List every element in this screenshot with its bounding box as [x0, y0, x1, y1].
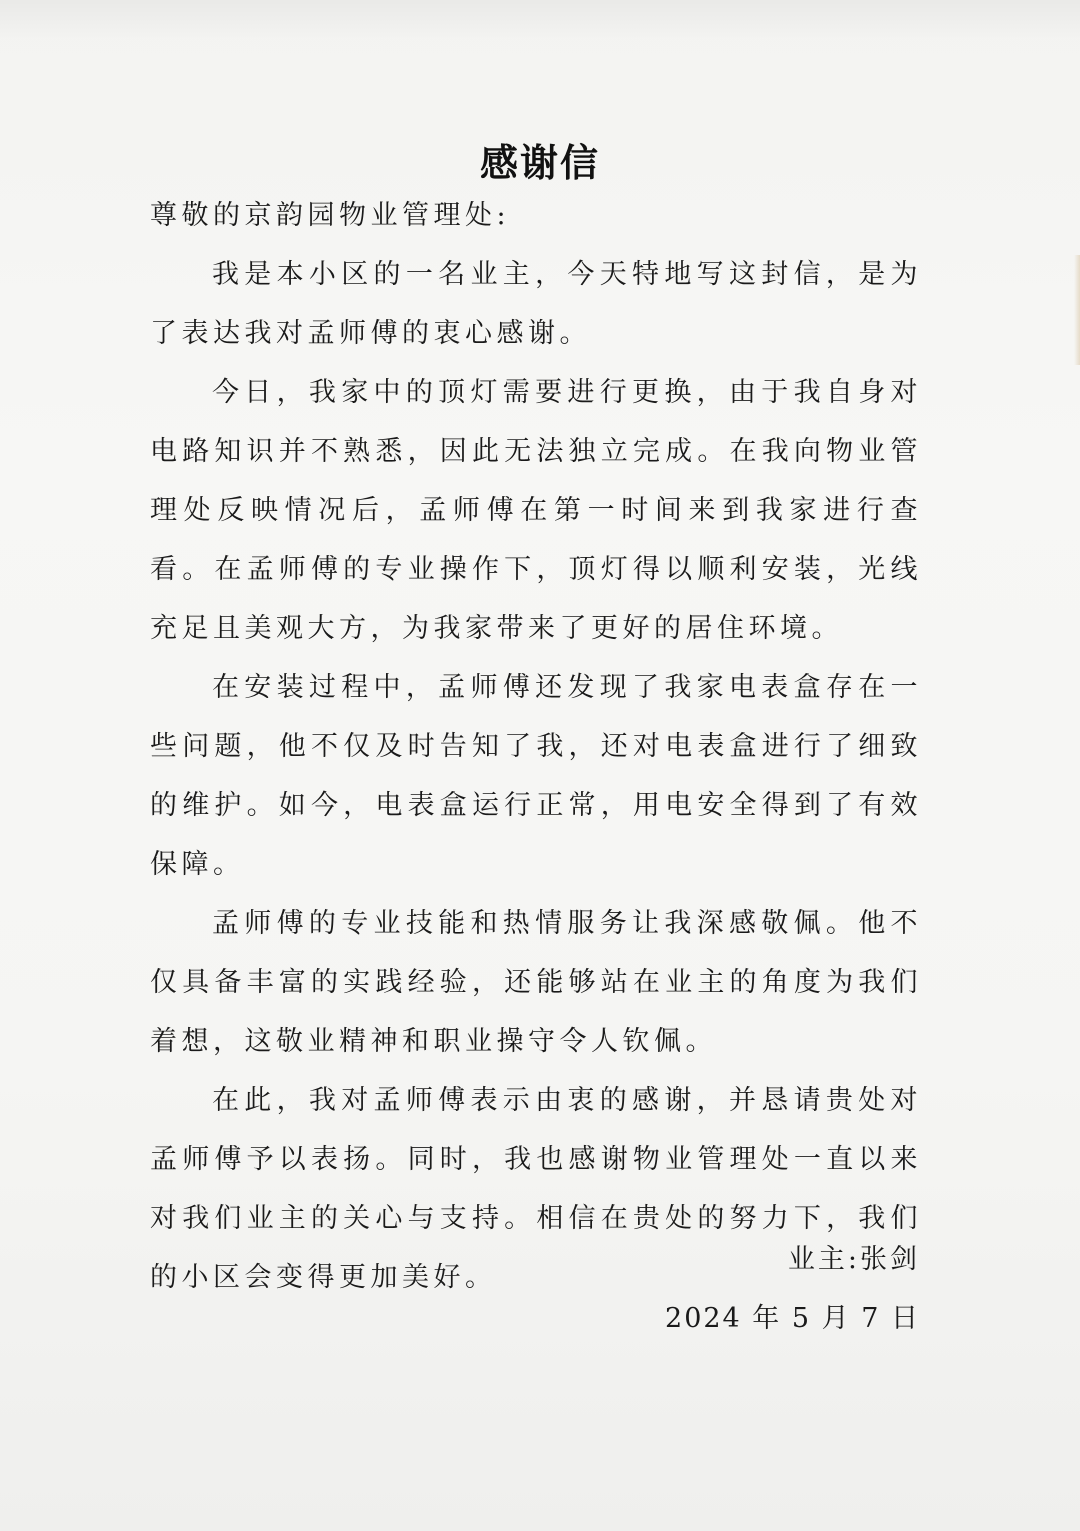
paragraph-3: 在安装过程中，孟师傅还发现了我家电表盒存在一些问题，他不仅及时告知了我，还对电表盒进行了细致的维护。如今，电表盒运行正常，用电安全得到了有效保障。	[150, 672, 922, 880]
paragraph-2: 今日，我家中的顶灯需要进行更换，由于我自身对电路知识并不熟悉，因此无法独立完成。在我向物业管理处反映情况后，孟师傅在第一时间来到我家进行查看。在孟师傅的专业操作下，顶灯得以顺利安装，光线充足且美观大方，为我家带来了更好的居住环境。	[150, 377, 922, 644]
paragraph-1: 我是本小区的一名业主，今天特地写这封信，是为了表达我对孟师傅的衷心感谢。	[150, 259, 922, 349]
paragraph-5: 在此，我对孟师傅表示由衷的感谢，并恳请贵处对孟师傅予以表扬。同时，我也感谢物业管理处一直以来对我们业主的关心与支持。相信在贵处的努力下，我们的小区会变得更加美好。	[150, 1085, 922, 1293]
letter-title: 感谢信	[479, 141, 600, 185]
letter-body	[150, 186, 922, 1307]
scan-shadow-top	[0, 0, 1080, 40]
letter-date: 2024 年 5 月 7 日	[665, 1303, 920, 1334]
scan-edge-mark	[1074, 255, 1080, 365]
letter-salutation: 尊敬的京韵园物业管理处:	[150, 200, 511, 231]
paragraph-4: 孟师傅的专业技能和热情服务让我深感敬佩。他不仅具备丰富的实践经验，还能够站在业主的角度为我们着想，这敬业精神和职业操守令人钦佩。	[150, 908, 922, 1057]
letter-signature: 业主:张剑	[787, 1244, 920, 1275]
